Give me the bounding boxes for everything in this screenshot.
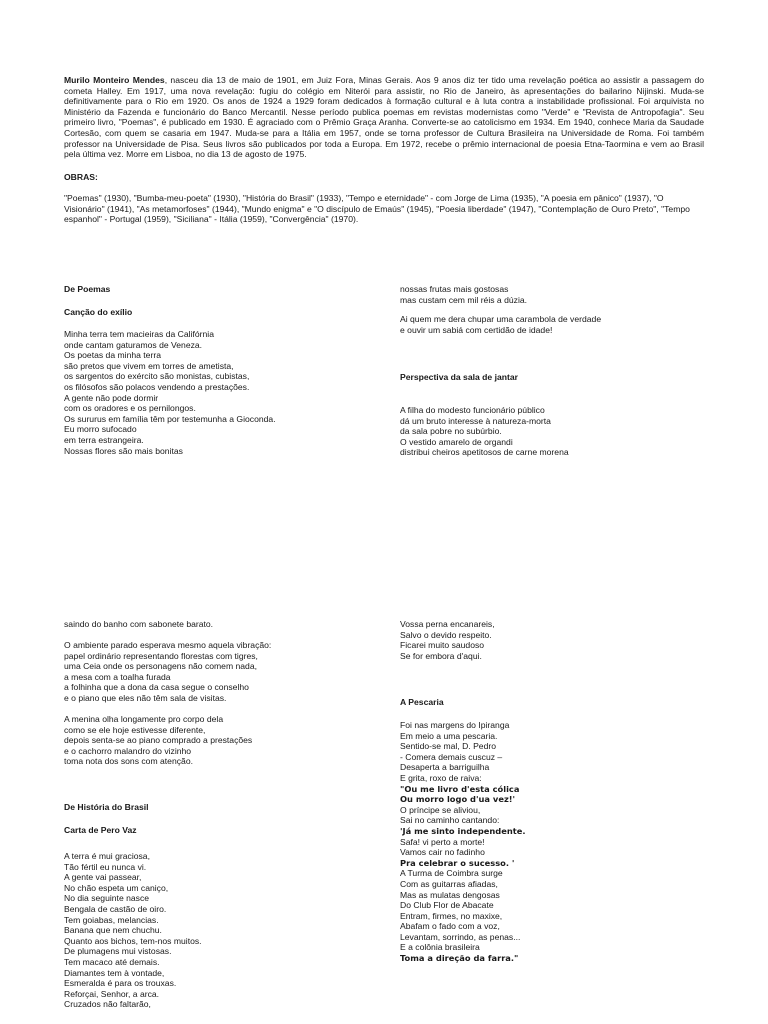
poem-line: Minha terra tem macieiras da Califórnia [64,329,214,339]
poem-line: Os poetas da minha terra [64,350,161,361]
section-heading-de-historia-do-brasil: De História do Brasil [64,802,149,812]
poem-line: onde cantam gaturamos de Veneza. [64,339,203,350]
poem-line: E a colônia brasileira [400,942,480,953]
poem-title: A Pescaria [400,697,444,707]
poem-line: A menina olha longamente pro corpo dela [64,714,224,724]
poem-line: Abafam o fado com a voz, [400,921,500,932]
poem-line: Em meio a uma pescaria. [400,730,498,741]
obras-list: "Poemas" (1930), "Bumba-meu-poeta" (1930), "História do Brasil" (1933), "Tempo e eternidade" - com Jorge de Lima (1935), "A poesia em pânico" (1937), "O Visionário" (1941), "As metamorfoses" (1944), "Mundo enigma" e "O discípulo de Emaús" (1945), "Poesia liberdade" (1947), "Contemplação de Ouro Preto", "Tempo espanhol" - Portugal (1959), "Siciliana" - Itália (1959), "Convergência" (1970). [64,193,690,225]
poem-line: Ai quem me dera chupar uma carambola de verdade [400,314,602,324]
poem-line: A filha do modesto funcionário público [400,405,545,415]
poem-line: No dia seguinte nasce [64,893,150,904]
poem-line: Mas as mulatas dengosas [400,889,500,900]
poem-line: Tem macaco até demais. [64,956,160,967]
poem-line: nossas frutas mais gostosas [400,284,509,294]
poem-line: Desaperta a barriguilha [400,762,490,773]
biography-paragraph [64,75,704,160]
poem-title: Perspectiva da sala de jantar [400,372,518,382]
poem-line: O vestido amarelo de organdi [400,436,513,447]
poem-line: Bengala de castão de oiro. [64,903,167,914]
poem-line: Levantam, sorrindo, as penas... [400,931,521,942]
poem-line: Safa! vi perto a morte! [400,836,485,847]
poem-line: Pra celebrar o sucesso. ' [400,857,515,868]
poem-line: Nossas flores são mais bonitas [64,445,183,456]
poem-line: Com as guitarras afiadas, [400,878,498,889]
poem-continuation [400,619,495,661]
poem-line: Ficarei muito saudoso [400,640,485,651]
poem-line: Eu morro sufocado [64,424,137,435]
poem-line: Quanto aos bichos, tem-nos muitos. [64,935,202,946]
poem-stanza [64,714,252,767]
poem-line: em terra estrangeira. [64,434,144,445]
poem-line: e o cachorro malandro do vizinho [64,745,192,756]
poem-line: E grita, roxo de raiva: [400,772,482,783]
poem-line: toma nota dos sons com atenção. [64,756,193,767]
poem-line: Vamos cair no fadinho [400,847,485,858]
poem-line: a mesa com a toalha furada [64,671,171,682]
poem-line: No chão espeta um caniço, [64,882,169,893]
poem-line: e ouvir um sabiá com certidão de idade! [400,324,553,335]
poem-line: A gente não pode dormir [64,392,159,403]
poem-line: De plumagens mui vistosas. [64,946,172,957]
poem-line: distribui cheiros apetitosos de carne morena [400,447,569,458]
poem-line: Reforçai, Senhor, a arca. [64,988,160,999]
poem-line: Esmeralda é para os trouxas. [64,978,177,989]
poem-line: mas custam cem mil réis a dúzia. [400,294,528,305]
poem-line: Se for embora d'aqui. [400,650,482,661]
poem-continuation [64,619,213,630]
poem-line: Os sururus em família têm por testemunha a Gioconda. [64,413,276,424]
poem-line: com os oradores e os pernilongos. [64,403,196,414]
poem-line: da sala pobre no subúrbio. [400,426,502,437]
poem-line: e o piano que eles não têm sala de visitas. [64,692,227,703]
poem-line: saindo do banho com sabonete barato. [64,619,214,629]
poem-line: Salvo o devido respeito. [400,629,492,640]
poem-line: os sargentos do exército são monistas, cubistas, [64,371,250,382]
poem-line: O príncipe se aliviou, [400,804,481,815]
poem-line: depois senta-se ao piano comprado a prestações [64,735,253,746]
poem-line: A Turma de Coimbra surge [400,868,503,879]
poem-line: O ambiente parado esperava mesmo aquela vibração: [64,640,272,650]
poem-line: Ou morro logo d'ua vez!' [400,794,516,805]
biography-text: , nasceu dia 13 de maio de 1901, em Juiz Fora, Minas Gerais. Aos 9 anos diz ter tido uma revelação poética ao assistir a passagem do cometa Halley. Em 1917, uma nova revelação: fugiu do colégio em Niterói para assistir, no Rio de Janeiro, às apresentações do bailarino Nijinski. Muda-se definitivamente para o Rio em 1920. Os anos de 1924 a 1929 foram dedicados à formação cultural e à luta contra a instabilidade profissional. Foi arquivista no Ministério da Fazenda e funcionário do Banco Mercantil. Nesse período publica poemas em revistas modernistas como "Verde" e "Revista de Antropofagia". Seu primeiro livro, "Poemas", é publicado em 1930. É agraciado com o Prêmio Graça Aranha. Converte-se ao catolicismo em 1934. Em 1940, conhece Maria da Saudade Cortesão, com quem se casaria em 1947. Muda-se para a Itália em 1957, onde se torna professor de Cultura Brasileira na Universidade de Roma. Foi também professor na Universidade de Pisa. Seus livros são publicados por toda a Europa. Em 1972, recebe o prêmio internacional de poesia Etna-Taormina e vem ao Brasil pela última vez. Morre em Lisboa, no dia 13 de agosto de 1975. [64,75,704,160]
poem-line: Tão fértil eu nunca vi. [64,861,147,872]
author-name: Murilo Monteiro Mendes [64,75,165,85]
poem-title: Canção do exílio [64,307,133,317]
poem-line: Do Club Flor de Abacate [400,900,494,911]
poem-body [400,405,569,458]
poem-body [400,720,526,964]
poem-line: Banana que nem chuchu. [64,925,162,936]
poem-line: Sentido-se mal, D. Pedro [400,741,497,752]
poem-continuation [400,284,527,305]
poem-title: Carta de Pero Vaz [64,825,137,835]
poem-line: Tem goiabas, melancias. [64,914,159,925]
poem-line: são pretos que vivem em torres de ametista, [64,360,234,371]
poem-line: como se ele hoje estivesse diferente, [64,724,206,735]
poem-line: a folhinha que a dona da casa segue o conselho [64,682,249,693]
poem-line: dá um bruto interesse à natureza-morta [400,415,551,426]
poem-line: Sai no caminho cantando: [400,815,500,826]
poem-stanza [64,640,271,704]
poem-line: Toma a direção da farra." [400,953,519,964]
poem-line: - Comera demais cuscuz – [400,751,503,762]
obras-heading: OBRAS: [64,172,98,182]
poem-line: A gente vai passear, [64,872,142,883]
poem-line: A terra é mui graciosa, [64,851,150,861]
poem-continuation [400,314,601,335]
poem-body [64,851,202,1010]
poem-line: os filósofos são polacos vendendo a prestações. [64,381,250,392]
poem-line: Diamantes tem à vontade, [64,967,165,978]
poem-line: "Ou me livro d'esta cólica [400,783,520,794]
section-heading-de-poemas: De Poemas [64,284,111,294]
poem-line: Foi nas margens do Ipiranga [400,720,510,730]
poem-line: papel ordinário representando florestas com tigres, [64,650,258,661]
poem-line: 'Já me sinto independente. [400,825,526,836]
poem-line: Vossa perna encanareis, [400,619,495,629]
poem-body [64,329,276,456]
poem-line: Entram, firmes, no maxixe, [400,910,503,921]
poem-line: Cruzados não faltarão, [64,999,151,1010]
poem-line: uma Ceia onde os personagens não comem nada, [64,661,258,672]
